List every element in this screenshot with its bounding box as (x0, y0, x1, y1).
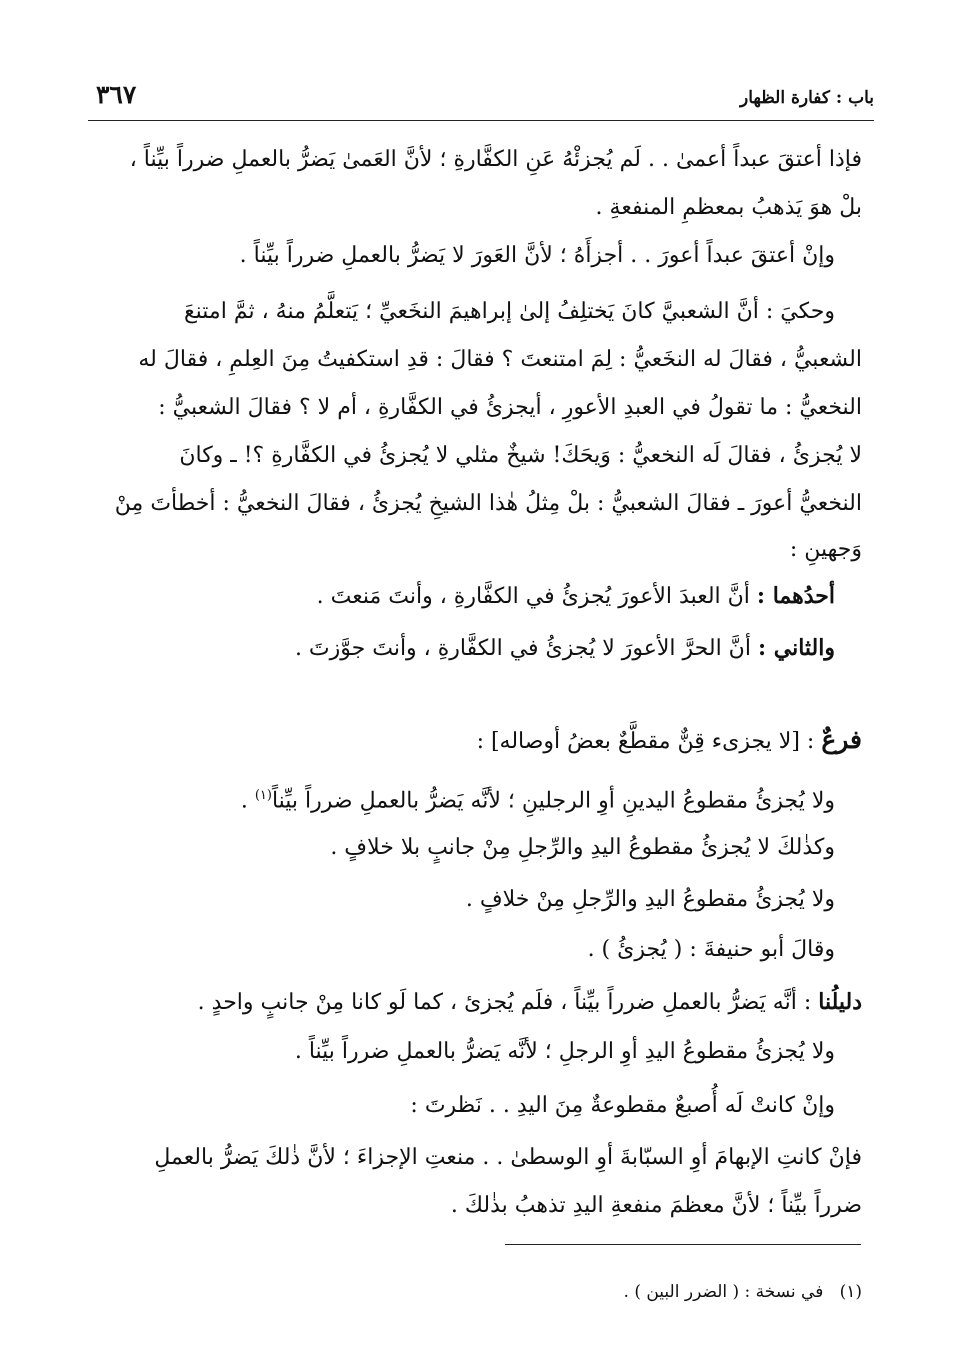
dalil-label: دليلُنا (818, 989, 862, 1015)
text-line: وقالَ أبو حنيفةَ : ( يُجزئُ ) . (587, 937, 835, 962)
text-line (241, 776, 835, 821)
text-line: لا يُجزئُ ، فقالَ لَه النخعيُّ : وَيحَكَ! شيخٌ مثلي لا يُجزئُ في الكفَّارةِ ؟! ـ وكانَ (179, 443, 862, 468)
far-label: فرعٌ (821, 725, 862, 754)
second-label: والثاني : (757, 635, 835, 661)
first-text: أنَّ العبدَ الأعورَ يُجزئُ في الكفَّارةِ ، وأنتَ مَنعتَ . (316, 584, 750, 609)
text-line: فإذا أعتقَ عبداً أعمىٰ . . لَم يُجزئْهُ عَنِ الكفَّارةِ ؛ لأنَّ العَمىٰ يَضرُّ بالعملِ ضرراً بيِّناً ، (129, 147, 862, 172)
dalil-line (198, 982, 862, 1023)
page-number: ٣٦٧ (96, 80, 137, 109)
text-line: ولا يُجزئُ مقطوعُ اليدِ والرِّجلِ مِنْ خلافٍ . (465, 887, 835, 912)
text-line: وكذٰلكَ لا يُجزئُ مقطوعُ اليدِ والرِّجلِ مِنْ جانبٍ بلا خلافٍ . (330, 835, 835, 860)
footnote-reference: (١) (254, 788, 272, 803)
text-span: . (240, 788, 255, 814)
text-line: ضرراً بيِّناً ؛ لأنَّ معظمَ منفعةِ اليدِ تذهبُ بذٰلكَ . (450, 1193, 862, 1218)
text-line: النخعيُّ : ما تقولُ في العبدِ الأعورِ ، أيجزئُ في الكفَّارةِ ، أم لا ؟ فقالَ الشعبيُّ : (158, 395, 862, 420)
text-line: وَجهينِ : (789, 537, 862, 562)
text-line: فإنْ كانتِ الإبهامَ أوِ السبّابةَ أوِ الوسطىٰ . . منعتِ الإجزاءَ ؛ لأنَّ ذٰلكَ يَضرُّ بالعملِ (154, 1145, 862, 1170)
second-point (295, 628, 835, 669)
first-label: أحدُهما : (756, 583, 835, 609)
text-span: ولا يُجزئُ مقطوعُ اليدينِ أوِ الرجلينِ ؛ لأنَّه يَضرُّ بالعملِ ضرراً بيِّناً (271, 788, 835, 814)
text-line: الشعبيُّ ، فقالَ له النخَعيُّ : لِمَ امتنعتَ ؟ فقالَ : قدِ استكفيتُ مِنَ العِلمِ ، فقالَ له (138, 347, 862, 372)
footnote-divider (505, 1244, 861, 1245)
text-line: النخعيُّ أعورَ ـ فقالَ الشعبيُّ : بلْ مِثلُ هٰذا الشيخِ يُجزئُ ، فقالَ النخعيُّ : أخطأتَ مِنْ (114, 491, 862, 516)
chapter-title: باب : كفارة الظهار (739, 88, 874, 108)
section-heading (477, 720, 862, 762)
footnote-text: في نسخة : ( الضرر البين ) . (623, 1282, 824, 1302)
footnote-number: (١) (839, 1282, 862, 1302)
text-line: وإنْ كانتْ لَه أُصبعٌ مقطوعةٌ مِنَ اليدِ . . نَظرتَ : (410, 1093, 835, 1118)
text-line: بلْ هوَ يَذهبُ بمعظمِ المنفعةِ . (595, 195, 862, 220)
text-line: وحكيَ : أنَّ الشعبيَّ كانَ يَختلِفُ إلىٰ إبراهيمَ النخَعيِّ ؛ يَتعلَّمُ منهُ ، ثمَّ امتنعَ (183, 299, 835, 324)
first-point (317, 576, 835, 617)
text-line: ولا يُجزئُ مقطوعُ اليدِ أوِ الرجلِ ؛ لأنَّه يَضرُّ بالعملِ ضرراً بيِّناً . (294, 1039, 835, 1064)
far-title: : [لا يجزىء قِنٌّ مقطَّعٌ بعضُ أوصاله] : (476, 729, 815, 754)
dalil-text: : أنَّه يَضرُّ بالعملِ ضرراً بيِّناً ، فلَم يُجزئ ، كما لَو كانا مِنْ جانبٍ واحدٍ . (197, 990, 819, 1015)
text-line: وإنْ أعتقَ عبداً أعورَ . . أجزأَهُ ؛ لأنَّ العَورَ لا يَضرُّ بالعملِ ضرراً بيِّناً . (239, 243, 835, 268)
second-text: أنَّ الحرَّ الأعورَ لا يُجزئُ في الكفَّارةِ ، وأنتَ جوَّزتَ . (294, 636, 751, 661)
footnote (624, 1282, 862, 1302)
running-header (88, 80, 874, 121)
